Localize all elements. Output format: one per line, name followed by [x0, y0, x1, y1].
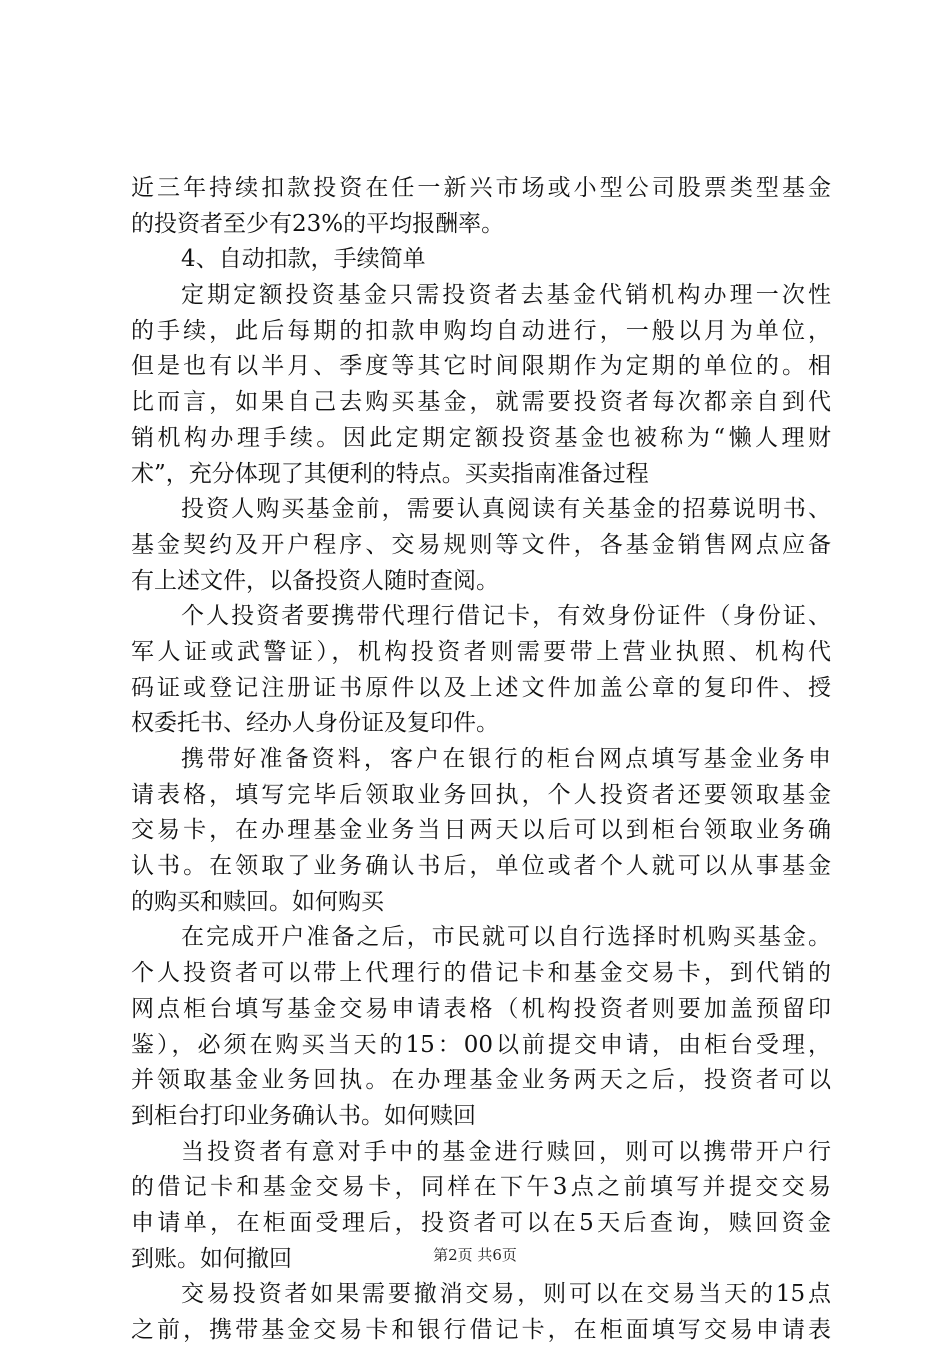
text-line: 术”，充分体现了其便利的特点。买卖指南准备过程 [131, 460, 649, 487]
text-line: 的手续，此后每期的扣款申购均自动进行，一般以月为单位， [131, 317, 831, 344]
text-line: 之前，携带基金交易卡和银行借记卡，在柜面填写交易申请表 [131, 1317, 831, 1343]
text-line: 个人投资者要携带代理行借记卡，有效身份证件（身份证、 [181, 603, 831, 630]
text-line: 在完成开户准备之后，市民就可以自行选择时机购买基金。 [181, 924, 831, 951]
text-line: 交易卡，在办理基金业务当日两天以后可以到柜台领取业务确 [131, 817, 831, 844]
text-line: 当投资者有意对手中的基金进行赎回，则可以携带开户行 [181, 1138, 831, 1165]
text-line: 有上述文件，以备投资人随时查阅。 [131, 567, 499, 594]
text-line: 投资人购买基金前，需要认真阅读有关基金的招募说明书、 [181, 496, 831, 523]
text-line: 定期定额投资基金只需投资者去基金代销机构办理一次性 [181, 282, 831, 309]
text-line: 认书。在领取了业务确认书后，单位或者个人就可以从事基金 [131, 853, 831, 880]
text-line: 近三年持续扣款投资在任一新兴市场或小型公司股票类型基金 [131, 175, 831, 201]
text-line: 销机构办理手续。因此定期定额投资基金也被称为“懒人理财 [131, 424, 831, 451]
text-line: 的投资者至少有23%的平均报酬率。 [131, 210, 505, 237]
text-line: 申请单，在柜面受理后，投资者可以在5天后查询，赎回资金 [131, 1209, 831, 1236]
text-line: 但是也有以半月、季度等其它时间限期作为定期的单位的。相 [131, 353, 831, 380]
text-line: 交易投资者如果需要撤消交易，则可以在交易当天的15点 [181, 1281, 831, 1308]
text-line: 4、自动扣款，手续简单 [181, 246, 426, 273]
text-line: 携带好准备资料，客户在银行的柜台网点填写基金业务申 [181, 746, 831, 772]
text-line: 码证或登记注册证书原件以及上述文件加盖公章的复印件、授 [131, 674, 831, 701]
text-line: 基金契约及开户程序、交易规则等文件，各基金销售网点应备 [131, 531, 831, 558]
text-line: 比而言，如果自己去购买基金，就需要投资者每次都亲自到代 [131, 389, 831, 416]
text-line: 军人证或武警证），机构投资者则需要带上营业执照、机构代 [131, 638, 831, 665]
text-line: 到柜台打印业务确认书。如何赎回 [131, 1102, 476, 1129]
text-line: 的借记卡和基金交易卡，同样在下午3点之前填写并提交交易 [131, 1174, 831, 1201]
text-line: 鉴），必须在购买当天的15：00以前提交申请，由柜台受理， [131, 1031, 831, 1058]
text-line: 的购买和赎回。如何购买 [131, 888, 384, 915]
text-line: 并领取基金业务回执。在办理基金业务两天之后，投资者可以 [131, 1067, 831, 1094]
text-line: 权委托书、经办人身份证及复印件。 [131, 710, 499, 737]
text-line: 到账。如何撤回 [131, 1245, 292, 1272]
text-line: 请表格，填写完毕后领取业务回执，个人投资者还要领取基金 [131, 781, 831, 808]
page-footer: 第2页 共6页 [433, 1246, 517, 1264]
body-text [131, 171, 831, 1349]
text-line: 网点柜台填写基金交易申请表格（机构投资者则要加盖预留印 [131, 995, 831, 1022]
text-line: 个人投资者可以带上代理行的借记卡和基金交易卡，到代销的 [131, 960, 831, 987]
